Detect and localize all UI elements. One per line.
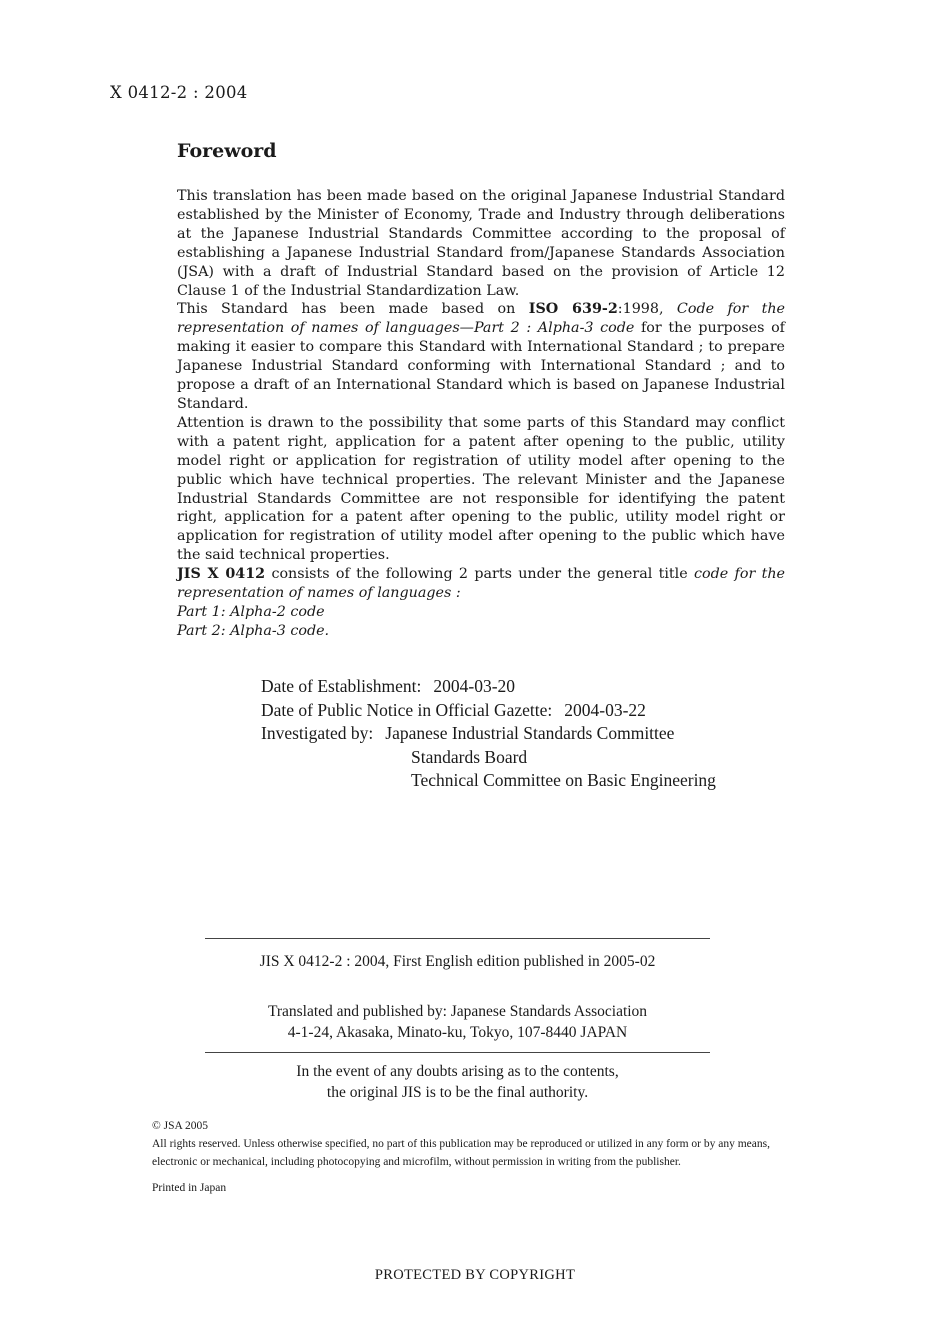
- divider-top: [205, 938, 710, 939]
- technical-committee: Technical Committee on Basic Engineering: [411, 770, 716, 790]
- investigated-label: Investigated by:: [261, 723, 374, 743]
- notice-row: [261, 699, 716, 723]
- jis-reference: JIS X 0412: [177, 566, 266, 583]
- publisher-line: Translated and published by: Japanese Standards Association: [267, 1003, 648, 1020]
- foreword-section: [177, 138, 785, 641]
- basis-prefix: This Standard has been made based on: [177, 301, 529, 318]
- standards-board: Standards Board: [411, 746, 528, 767]
- investigated-value: Japanese Industrial Standards Committee: [385, 723, 675, 743]
- foreword-paragraph-translation: This translation has been made based on the original Japanese Industrial Standard established by the Minister of Economy, Trade and Industry through deliberations at the Japanese Industrial Standards Committee according to the proposal of establishing a Japanese Industrial Standard from/Japanese Standards Association (JSA) with a draft of Industrial Standard based on the provision of Article 12 Clause 1 of the Industrial Standardization Law.: [177, 188, 785, 299]
- parts-intro: consists of the following 2 parts under the general title: [265, 566, 695, 583]
- authority-line-1: In the event of any doubts arising as to the contents,: [296, 1063, 619, 1080]
- part-item: Part 2: Alpha-3 code.: [177, 622, 330, 639]
- investigated-row: [261, 722, 716, 746]
- publisher-address: 4-1-24, Akasaka, Minato-ku, Tokyo, 107-8440 JAPAN: [287, 1024, 628, 1041]
- foreword-paragraph-patent: Attention is drawn to the possibility that some parts of this Standard may conflict with a patent right, application for a patent after opening to the public, utility model right or application for registration of utility model after opening to the public which have technical properties. The relevant Minister and the Japanese Industrial Standards Committee are not responsible for identifying the patent right, application for a patent after opening to the public, utility model right or application for registration of utility model after opening to the public which have the said technical properties.: [177, 414, 785, 564]
- foreword-title: Foreword: [177, 140, 277, 162]
- establishment-value: 2004-03-20: [433, 676, 516, 696]
- basis-suffix: for the purposes of making it easier to compare this Standard with International Standard ; to prepare Japanese Industrial Standard conforming with International Standard ; and to propose a draft of an International Standard which is based on Japanese Industrial Standard.: [177, 320, 785, 412]
- printed-in: Printed in Japan: [152, 1182, 227, 1194]
- authority-line-2: the original JIS is to be the final authority.: [326, 1084, 589, 1101]
- edition-line: JIS X 0412-2 : 2004, First English edition published in 2005-02: [259, 953, 656, 970]
- foreword-paragraph-parts: [177, 565, 785, 603]
- establishment-label: Date of Establishment:: [261, 676, 422, 696]
- dates-block: [261, 675, 716, 793]
- foreword-paragraph-basis: [177, 300, 785, 413]
- iso-year: :1998,: [617, 301, 677, 318]
- part-item: Part 1: Alpha-2 code: [177, 603, 325, 620]
- notice-value: 2004-03-22: [564, 699, 646, 720]
- publisher-block: [205, 1001, 710, 1043]
- authority-block: [205, 1061, 710, 1103]
- protected-footer: PROTECTED BY COPYRIGHT: [374, 1267, 576, 1283]
- divider-bottom: [205, 1052, 710, 1053]
- copyright-holder: © JSA 2005: [152, 1120, 209, 1132]
- rights-statement: All rights reserved. Unless otherwise specified, no part of this publication may be reproduced or utilized in any form or by any means, electronic or mechanical, including photocopying and microfilm, without permission in writing from the publisher.: [152, 1138, 770, 1168]
- general-title: code for the representation of names of languages: [177, 566, 785, 602]
- copyright-block: [152, 1117, 792, 1197]
- general-title-colon: :: [451, 585, 461, 602]
- page-header-code: X 0412-2 : 2004: [110, 83, 248, 102]
- iso-reference: ISO 639-2: [528, 301, 618, 318]
- notice-label: Date of Public Notice in Official Gazette:: [261, 699, 553, 720]
- establishment-row: [261, 675, 716, 699]
- iso-title: Code for the representation of names of languages—Part 2 : Alpha-3 code: [177, 301, 785, 337]
